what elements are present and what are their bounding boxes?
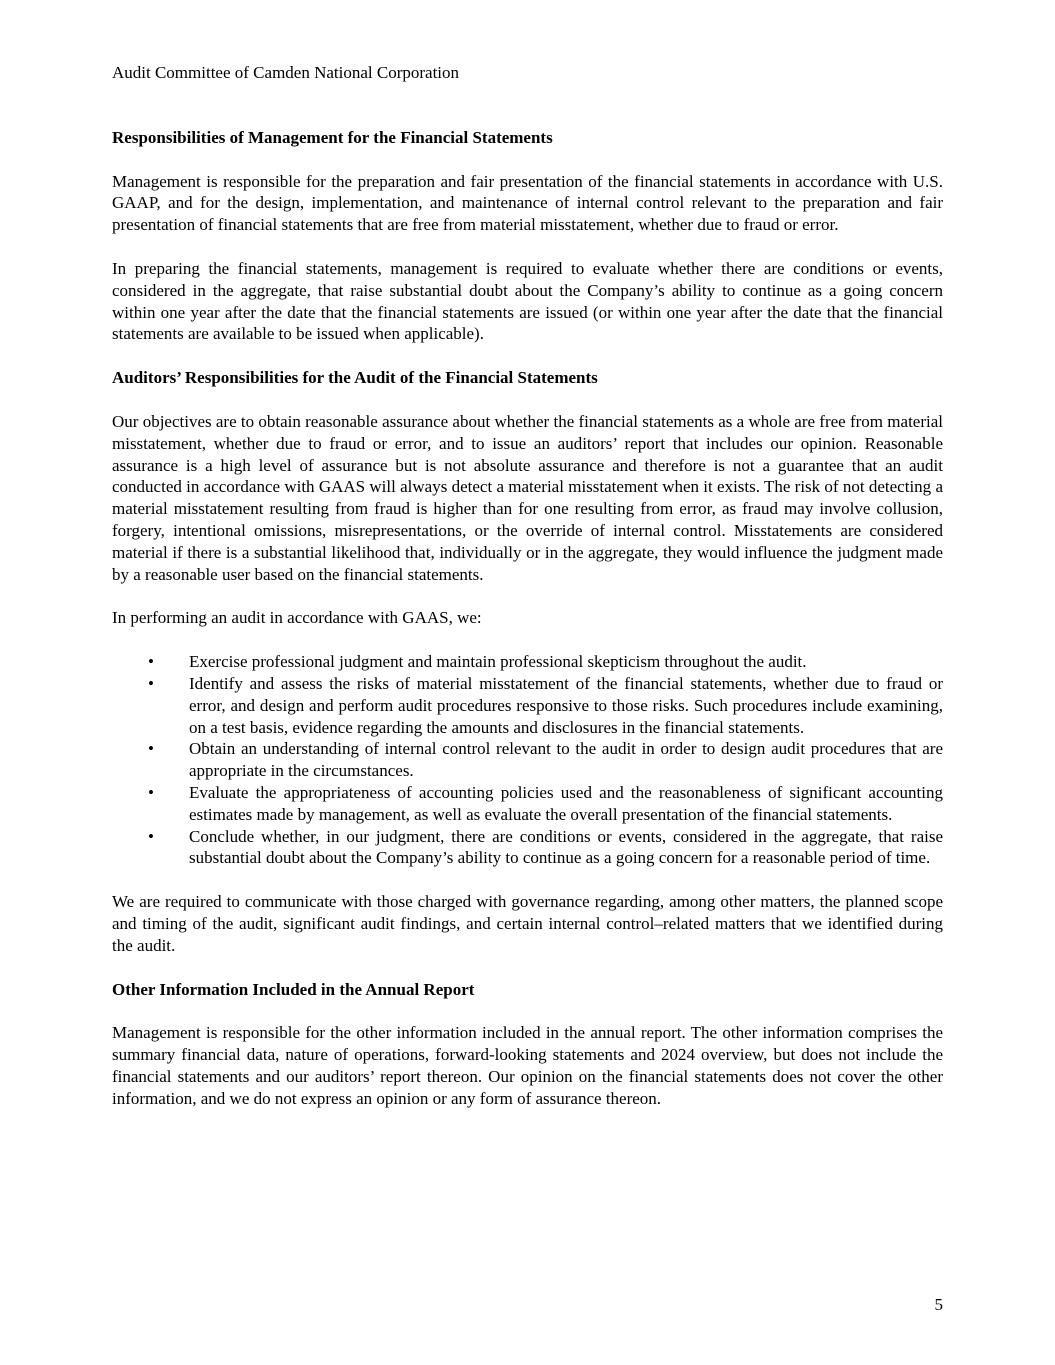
running-header: Audit Committee of Camden National Corporation [112, 63, 460, 82]
audit-procedures-list [112, 651, 943, 869]
bullet-icon: • [148, 652, 154, 672]
section-heading-other-information: Other Information Included in the Annual Report [112, 979, 475, 999]
list-item-text: Conclude whether, in our judgment, there are conditions or events, considered in the aggregate, that raise substantial doubt about the Company’s ability to continue as a going concern for a reasonable period of time. [189, 826, 943, 868]
paragraph: In performing an audit in accordance with GAAS, we: [112, 608, 482, 628]
bullet-icon: • [148, 782, 154, 802]
list-item [112, 673, 943, 738]
list-item-text: Identify and assess the risks of material misstatement of the financial statements, whether due to fraud or error, and design and perform audit procedures responsive to those risks. Such procedures include examining, on a test basis, evidence regarding the amounts and disclosures in the financial statements. [189, 673, 943, 737]
list-item [112, 651, 943, 673]
bullet-icon: • [148, 826, 154, 846]
section-heading-auditors-responsibilities: Auditors’ Responsibilities for the Audit of the Financial Statements [112, 368, 598, 388]
list-item-text: Obtain an understanding of internal control relevant to the audit in order to design audit procedures that are appropriate in the circumstances. [189, 739, 943, 781]
page-number: 5 [934, 1295, 943, 1314]
paragraph: In preparing the financial statements, management is required to evaluate whether there are conditions or events, considered in the aggregate, that raise substantial doubt about the Company’s ability to continue as a going concern within one year after the date that the financial statements are issued (or within one year after the date that the financial statements are available to be issued when applicable). [112, 258, 943, 344]
list-item [112, 826, 943, 870]
list-item-text: Evaluate the appropriateness of accounting policies used and the reasonableness of significant accounting estimates made by management, as well as evaluate the overall presentation of the financial statements. [189, 782, 943, 824]
list-item [112, 738, 943, 782]
list-item-text: Exercise professional judgment and maintain professional skepticism throughout the audit. [189, 652, 807, 672]
document-page [112, 62, 943, 1109]
bullet-icon: • [148, 739, 154, 759]
paragraph: Our objectives are to obtain reasonable assurance about whether the financial statements as a whole are free from material misstatement, whether due to fraud or error, and to issue an auditors’ report that includes our opinion. Reasonable assurance is a high level of assurance but is not absolute assurance and therefore is not a guarantee that an audit conducted in accordance with GAAS will always detect a material misstatement when it exists. The risk of not detecting a material misstatement resulting from fraud is higher than for one resulting from error, as fraud may involve collusion, forgery, intentional omissions, misrepresentations, or the override of internal control. Misstatements are considered material if there is a substantial likelihood that, individually or in the aggregate, they would influence the judgment made by a reasonable user based on the financial statements. [112, 411, 943, 584]
paragraph: Management is responsible for the preparation and fair presentation of the financial statements in accordance with U.S. GAAP, and for the design, implementation, and maintenance of internal control relevant to the preparation and fair presentation of financial statements that are free from material misstatement, whether due to fraud or error. [112, 171, 943, 235]
bullet-icon: • [148, 673, 154, 693]
paragraph: Management is responsible for the other information included in the annual report. The other information comprises the summary financial data, nature of operations, forward-looking statements and 2024 overview, but does not include the financial statements and our auditors’ report thereon. Our opinion on the financial statements does not cover the other information, and we do not express an opinion or any form of assurance thereon. [112, 1023, 943, 1108]
list-item [112, 782, 943, 826]
section-heading-management-responsibilities: Responsibilities of Management for the Financial Statements [112, 127, 553, 147]
paragraph: We are required to communicate with those charged with governance regarding, among other matters, the planned scope and timing of the audit, significant audit findings, and certain internal control–related matters that we identified during the audit. [112, 892, 943, 955]
